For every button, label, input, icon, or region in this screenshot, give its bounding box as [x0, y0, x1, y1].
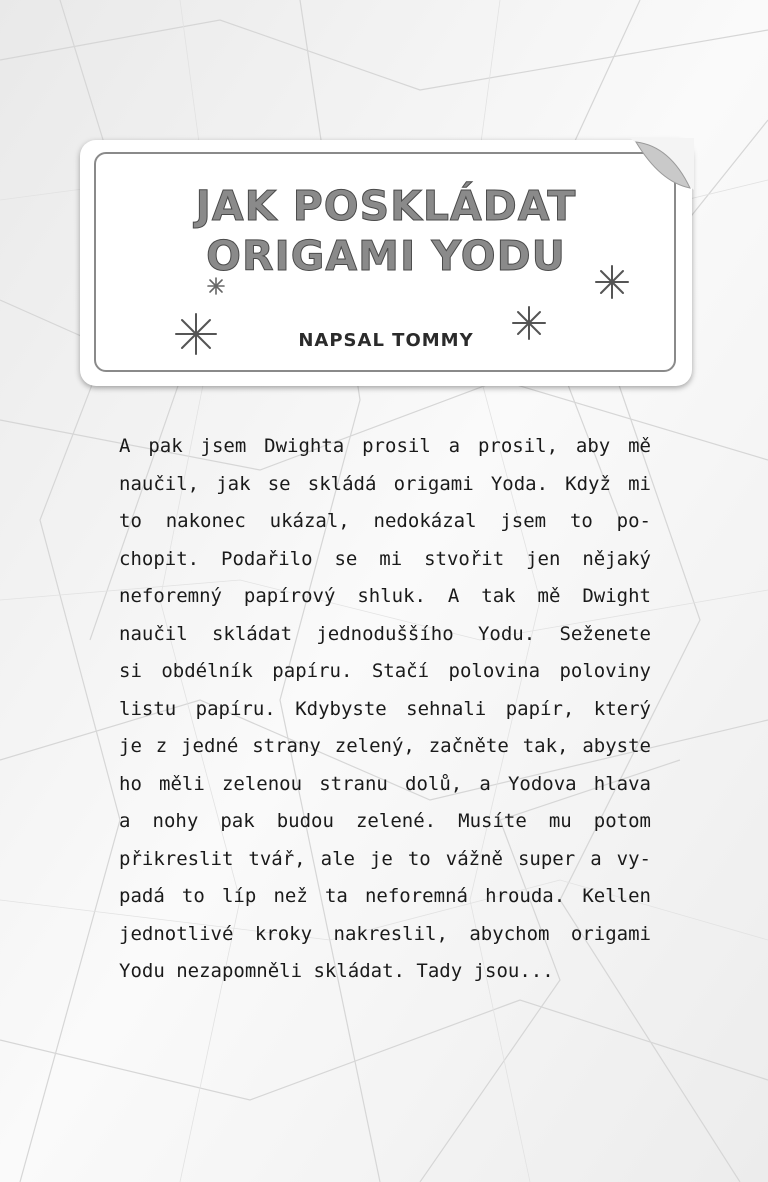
page-title-line-2: ORIGAMI YODU	[206, 232, 566, 280]
paragraph-line: si obdélník papíru. Stačí polovina poloviny	[119, 660, 651, 682]
paragraph-line: naučil, jak se skládá origami Yoda. Když mi	[119, 472, 651, 495]
paragraph-line: A pak jsem Dwighta prosil a prosil, aby mě	[119, 435, 651, 457]
paragraph-line: listu papíru. Kdybyste sehnali papír, který	[119, 697, 651, 720]
sparkle-icon	[594, 264, 630, 300]
paragraph-line: neforemný papírový shluk. A tak mě Dwight	[119, 585, 651, 607]
page-title-line-1: JAK POSKLÁDAT	[195, 182, 577, 230]
paragraph-line: je z jedné strany zelený, začněte tak, abyste	[119, 735, 651, 757]
paragraph-line: Yodu nezapomněli skládat. Tady jsou...	[119, 960, 554, 982]
paragraph-line: ho měli zelenou stranu dolů, a Yodova hlava	[119, 772, 651, 795]
title-card	[80, 140, 692, 386]
body-paragraph	[119, 428, 651, 991]
paragraph-line: padá to líp než ta neforemná hrouda. Kellen	[119, 885, 651, 907]
paragraph-line: chopit. Podařilo se mi stvořit jen nějaký	[119, 547, 651, 570]
paragraph-line: a nohy pak budou zelené. Musíte mu potom	[119, 810, 651, 832]
paragraph-line: jednotlivé kroky nakreslil, abychom origami	[119, 922, 651, 945]
sparkle-icon	[206, 276, 226, 296]
paragraph-line: naučil skládat jednoduššího Yodu. Seženete	[119, 622, 651, 645]
paragraph-line: to nakonec ukázal, nedokázal jsem to po-	[119, 510, 651, 532]
author-byline: NAPSAL TOMMY	[298, 330, 474, 351]
paragraph-line: přikreslit tvář, ale je to vážně super a vy-	[119, 847, 651, 870]
